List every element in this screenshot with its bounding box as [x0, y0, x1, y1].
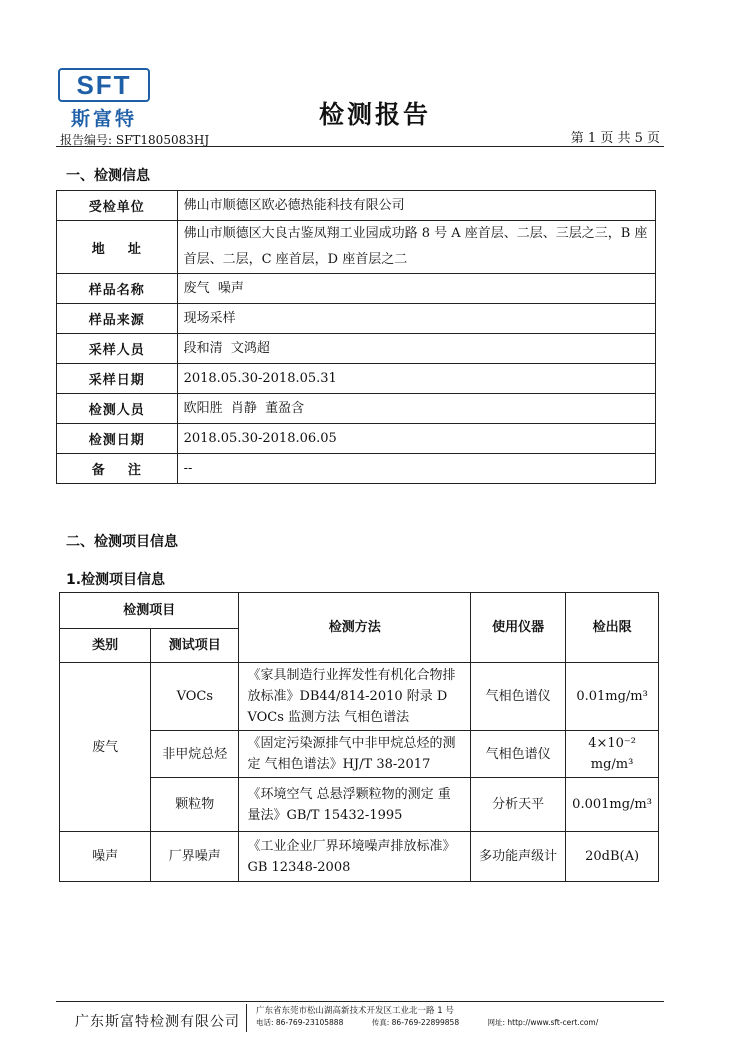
- table-row: [60, 832, 659, 882]
- footer-company: 广东斯富特检测有限公司: [75, 1014, 240, 1030]
- footer-tel: 电话: 86-769-23105888: [256, 1018, 344, 1027]
- test-item-boundary-noise: 厂界噪声: [151, 832, 239, 882]
- category-noise: 噪声: [60, 832, 151, 882]
- info-row-sampling-date: [57, 364, 656, 394]
- label-test-date: 检测日期: [57, 424, 178, 454]
- value-sample-source: 现场采样: [177, 304, 655, 334]
- footer-url[interactable]: 网址: http://www.sft-cert.com/: [487, 1018, 599, 1027]
- method-boundary-noise: 《工业企业厂界环境噪声排放标准》GB 12348-2008: [239, 832, 471, 882]
- instrument-vocs: 气相色谱仪: [471, 663, 566, 731]
- value-testers: 欧阳胜 肖静 董盈含: [177, 394, 655, 424]
- method-particulates: 《环境空气 总悬浮颗粒物的测定 重量法》GB/T 15432-1995: [239, 778, 471, 832]
- header-row-1: [60, 593, 659, 629]
- limit-vocs: 0.01mg/m³: [566, 663, 659, 731]
- section1-heading: 一、检测信息: [66, 168, 150, 184]
- instrument-boundary-noise: 多功能声级计: [471, 832, 566, 882]
- label-samplers: 采样人员: [57, 334, 178, 364]
- detection-info-table: [56, 190, 656, 484]
- value-client: 佛山市顺德区欧必德热能科技有限公司: [177, 191, 655, 221]
- header-limit: 检出限: [566, 593, 659, 663]
- header-category: 类别: [60, 629, 151, 663]
- method-nmhc: 《固定污染源排气中非甲烷总烃的测定 气相色谱法》HJ/T 38-2017: [239, 731, 471, 778]
- label-testers: 检测人员: [57, 394, 178, 424]
- limit-boundary-noise: 20dB(A): [566, 832, 659, 882]
- label-sample-source: 样品来源: [57, 304, 178, 334]
- info-row-testers: [57, 394, 656, 424]
- info-row-sample-name: [57, 274, 656, 304]
- footer-divider: [56, 1001, 664, 1002]
- footer-separator: [246, 1004, 247, 1032]
- label-sample-name: 样品名称: [57, 274, 178, 304]
- header-project: 检测项目: [60, 593, 239, 629]
- value-test-date: 2018.05.30-2018.06.05: [177, 424, 655, 454]
- info-row-remarks: [57, 454, 656, 484]
- label-address: 地 址: [57, 221, 178, 274]
- logo-chinese-name: 斯富特: [70, 108, 137, 130]
- limit-nmhc: 4×10⁻² mg/m³: [566, 731, 659, 778]
- page-number: 第 1 页 共 5 页: [570, 131, 660, 146]
- project-info-table: [59, 592, 659, 882]
- report-number: 报告编号: SFT1805083HJ: [60, 133, 210, 147]
- value-sampling-date: 2018.05.30-2018.05.31: [177, 364, 655, 394]
- instrument-nmhc: 气相色谱仪: [471, 731, 566, 778]
- logo-mark: SFT: [58, 68, 150, 102]
- section2-subheading: 1.检测项目信息: [66, 572, 166, 588]
- header-test-item: 测试项目: [151, 629, 239, 663]
- header-method: 检测方法: [239, 593, 471, 663]
- footer-contact: [256, 1017, 624, 1028]
- test-item-nmhc: 非甲烷总烃: [151, 731, 239, 778]
- instrument-particulates: 分析天平: [471, 778, 566, 832]
- label-remarks: 备 注: [57, 454, 178, 484]
- value-address: 佛山市顺德区大良古鉴凤翔工业园成功路 8 号 A 座首层、二层、三层之三，B 座首层、二层，C 座首层，D 座首层之二: [177, 221, 655, 274]
- section2-heading: 二、检测项目信息: [66, 534, 178, 550]
- report-title: 检测报告: [318, 100, 431, 129]
- label-sampling-date: 采样日期: [57, 364, 178, 394]
- test-item-particulates: 颗粒物: [151, 778, 239, 832]
- method-vocs: 《家具制造行业挥发性有机化合物排放标准》DB44/814-2010 附录 D VOCs 监测方法 气相色谱法: [239, 663, 471, 731]
- info-row-samplers: [57, 334, 656, 364]
- value-sample-name: 废气 噪声: [177, 274, 655, 304]
- info-row-sample-source: [57, 304, 656, 334]
- header-instrument: 使用仪器: [471, 593, 566, 663]
- info-row-address: [57, 221, 656, 274]
- test-item-vocs: VOCs: [151, 663, 239, 731]
- info-row-test-date: [57, 424, 656, 454]
- value-samplers: 段和清 文鸿超: [177, 334, 655, 364]
- limit-particulates: 0.001mg/m³: [566, 778, 659, 832]
- footer-fax: 传真: 86-769-22899858: [371, 1018, 460, 1027]
- table-row: [60, 663, 659, 731]
- footer-address: 广东省东莞市松山湖高新技术开发区工业北一路 1 号: [256, 1006, 454, 1016]
- category-waste-gas: 废气: [60, 663, 151, 832]
- info-row-client: [57, 191, 656, 221]
- header-divider: [56, 146, 664, 147]
- label-client: 受检单位: [57, 191, 178, 221]
- value-remarks: --: [177, 454, 655, 484]
